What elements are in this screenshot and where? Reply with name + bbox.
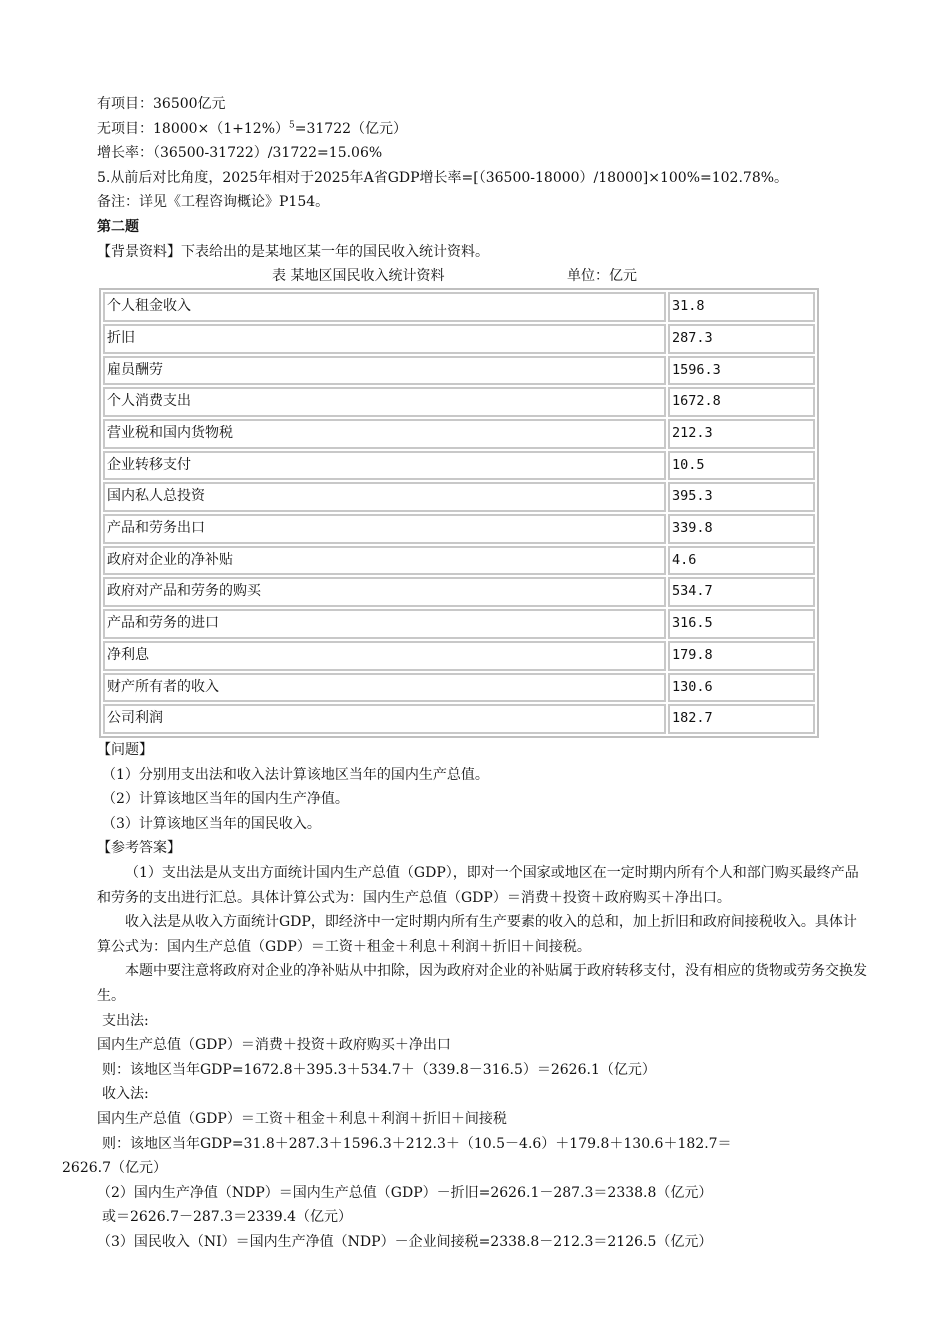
row-value: 130.6 [668, 673, 815, 703]
row-label: 企业转移支付 [103, 451, 666, 481]
row-value: 212.3 [668, 419, 815, 449]
answer-paragraph: 收入法是从收入方面统计GDP，即经济中一定时期内所有生产要素的收入的总和，加上折旧和政府间接税收入。具体计算公式为：国内生产总值（GDP）＝工资＋租金＋利息＋利润＋折旧＋间接税。 [97, 914, 857, 955]
answer-paragraph: 本题中要注意将政府对企业的净补贴从中扣除，因为政府对企业的补贴属于政府转移支付，没有相应的货物或劳务交换发生。 [97, 963, 867, 1004]
row-label: 雇员酬劳 [103, 356, 666, 386]
table-row [103, 577, 815, 607]
calc-line: 收入法: [102, 1086, 149, 1103]
calc-line: 支出法: [102, 1012, 149, 1029]
row-label: 产品和劳务的进口 [103, 609, 666, 639]
table-row [103, 514, 815, 544]
row-label: 营业税和国内货物税 [103, 419, 666, 449]
row-value: 395.3 [668, 482, 815, 512]
row-label: 财产所有者的收入 [103, 673, 666, 703]
row-value: 179.8 [668, 641, 815, 671]
row-value: 4.6 [668, 546, 815, 576]
question-item: （1）分别用支出法和收入法计算该地区当年的国内生产总值。 [102, 766, 489, 783]
final-line: 或＝2626.7－287.3＝2339.4（亿元） [102, 1209, 353, 1226]
table-caption [97, 264, 867, 288]
document-page [62, 92, 867, 1254]
final-line: （3）国民收入（NI）＝国内生产净值（NDP）－企业间接税=2338.8－212.3＝2126.5（亿元） [97, 1233, 713, 1250]
row-value: 316.5 [668, 609, 815, 639]
calc-income-line: 则：该地区当年GDP=31.8＋287.3＋1596.3＋212.3＋（10.5－4.6）＋179.8＋130.6＋182.7＝ [102, 1135, 732, 1152]
row-label: 折旧 [103, 324, 666, 354]
row-value: 31.8 [668, 292, 815, 322]
row-label: 公司利润 [103, 704, 666, 734]
table-row [103, 704, 815, 734]
table-row [103, 673, 815, 703]
row-label: 产品和劳务出口 [103, 514, 666, 544]
calc-income-result: 2626.7（亿元） [62, 1160, 167, 1177]
background-text: 【背景资料】下表给出的是某地区某一年的国民收入统计资料。 [97, 243, 489, 260]
calc-line: 则：该地区当年GDP=1672.8＋395.3＋534.7＋（339.8－316.5）＝2626.1（亿元） [102, 1061, 656, 1078]
table-row [103, 546, 815, 576]
table-caption-title: 表 某地区国民收入统计资料 [272, 268, 445, 285]
income-table [99, 288, 819, 738]
table-row [103, 419, 815, 449]
question-item: （3）计算该地区当年的国民收入。 [102, 815, 321, 832]
row-label: 个人租金收入 [103, 292, 666, 322]
answer-title: 【参考答案】 [97, 840, 181, 857]
final-line: （2）国内生产净值（NDP）＝国内生产总值（GDP）－折旧=2626.1－287.3＝2338.8（亿元） [97, 1184, 713, 1201]
table-row [103, 641, 815, 671]
questions-title: 【问题】 [97, 742, 153, 758]
row-label: 净利息 [103, 641, 666, 671]
row-label: 个人消费支出 [103, 387, 666, 417]
row-label: 国内私人总投资 [103, 482, 666, 512]
superscript: 5 [289, 119, 295, 130]
row-value: 287.3 [668, 324, 815, 354]
row-value: 1596.3 [668, 356, 815, 386]
row-value: 339.8 [668, 514, 815, 544]
calc-line: 国内生产总值（GDP）＝消费＋投资＋政府购买＋净出口 [97, 1037, 451, 1054]
question-item: （2）计算该地区当年的国内生产净值。 [102, 791, 349, 808]
table-row [103, 609, 815, 639]
table-row [103, 356, 815, 386]
text-line: 备注：详见《工程咨询概论》P154。 [97, 194, 330, 211]
text-line [97, 117, 867, 142]
section-title: 第二题 [97, 218, 139, 235]
table-row [103, 292, 815, 322]
row-label: 政府对产品和劳务的购买 [103, 577, 666, 607]
text-line: 有项目：36500亿元 [97, 96, 226, 112]
table-row [103, 387, 815, 417]
text-line: 5.从前后对比角度，2025年相对于2025年A省GDP增长率=[（36500-18000）/18000]×100%=102.78%。 [97, 169, 789, 186]
answer-paragraph: （1）支出法是从支出方面统计国内生产总值（GDP），即对一个国家或地区在一定时期内所有个人和部门购买最终产品和劳务的支出进行汇总。具体计算公式为：国内生产总值（GDP）＝消费＋投资＋政府购买＋净出口。 [97, 864, 859, 906]
table-unit: 单位：亿元 [567, 268, 637, 285]
text-line: 增长率：（36500-31722）/31722=15.06% [97, 145, 383, 162]
text-segment: =31722（亿元） [294, 120, 408, 137]
row-value: 1672.8 [668, 387, 815, 417]
row-label: 政府对企业的净补贴 [103, 546, 666, 576]
text-segment: 无项目：18000×（1+12%） [97, 120, 290, 137]
table-row [103, 482, 815, 512]
calc-line: 国内生产总值（GDP）＝工资＋租金＋利息＋利润＋折旧＋间接税 [97, 1110, 507, 1127]
table-row [103, 324, 815, 354]
row-value: 534.7 [668, 577, 815, 607]
row-value: 182.7 [668, 704, 815, 734]
row-value: 10.5 [668, 451, 815, 481]
table-row [103, 451, 815, 481]
